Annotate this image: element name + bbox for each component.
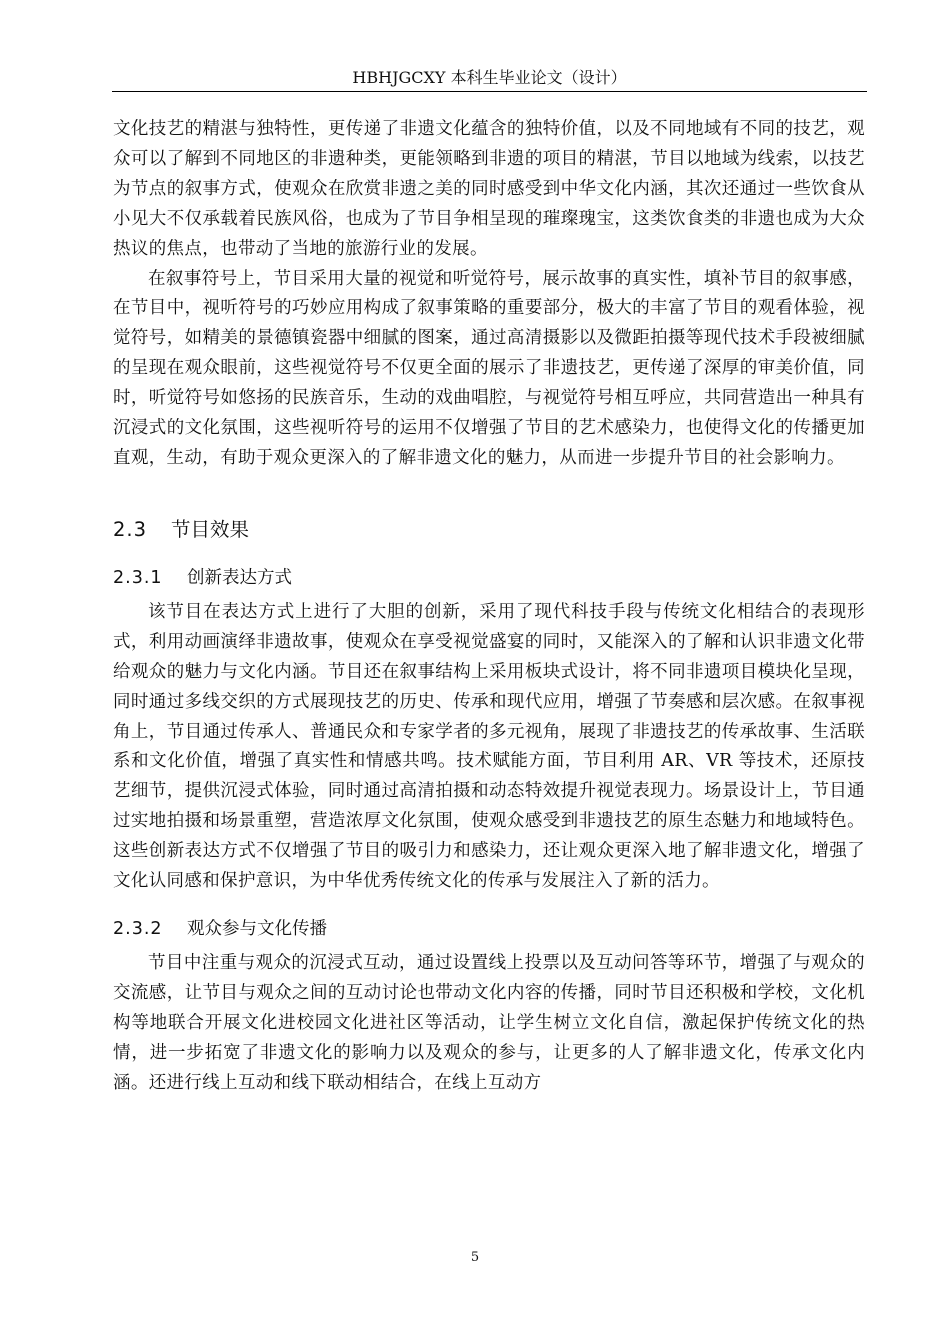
paragraph-narrative-symbols: 在叙事符号上，节目采用大量的视觉和听觉符号，展示故事的真实性，填补节目的叙事感，在节目中，视听符号的巧妙应用构成了叙事策略的重要部分，极大的丰富了节目的观看体验，视觉符号，如精美的景德镇瓷器中细腻的图案，通过高清摄影以及微距拍摄等现代技术手段被细腻的呈现在观众眼前，这些视觉符号不仅更全面的展示了非遗技艺，更传递了深厚的审美价值，同时，听觉符号如悠扬的民族音乐，生动的戏曲唱腔，与视觉符号相互呼应，共同营造出一种具有沉浸式的文化氛围，这些视听符号的运用不仅增强了节目的艺术感染力，也使得文化的传播更加直观，生动，有助于观众更深入的了解非遗文化的魅力，从而进一步提升节目的社会影响力。 [113,268,865,468]
subsection-heading-2-3-2 [113,915,865,943]
page-body [113,115,865,1098]
subsection-heading-2-3-1 [113,564,865,592]
running-header: HBHJGCXY 本科生毕业论文（设计） [112,68,867,92]
paragraph-audience-participation: 节目中注重与观众的沉浸式互动，通过设置线上投票以及互动问答等环节，增强了与观众的交流感，让节目与观众之间的互动讨论也带动文化内容的传播，同时节目还积极和学校，文化机构等地联合开展文化进校园文化进社区等活动，让学生树立文化自信，激起保护传统文化的热情，进一步拓宽了非遗文化的影响力以及观众的参与，让更多的人了解非遗文化，传承文化内涵。还进行线上互动和线下联动相结合，在线上互动方 [113,952,865,1093]
section-heading-2-3 [113,514,865,546]
paragraph-continued: 文化技艺的精湛与独特性，更传递了非遗文化蕴含的独特价值，以及不同地域有不同的技艺，观众可以了解到不同地区的非遗种类，更能领略到非遗的项目的精湛，节目以地域为线索，以技艺为节点的叙事方式，使观众在欣赏非遗之美的同时感受到中华文化内涵，其次还通过一些饮食从小见大不仅承载着民族风俗，也成为了节目争相呈现的璀璨瑰宝，这类饮食类的非遗也成为大众热议的焦点，也带动了当地的旅游行业的发展。 [113,119,865,259]
section-number: 2.3 [113,517,148,541]
subsection-title: 观众参与文化传播 [187,918,327,939]
subsection-title: 创新表达方式 [187,567,292,588]
section-title: 节目效果 [171,517,250,541]
paragraph-innovation: 该节目在表达方式上进行了大胆的创新，采用了现代科技手段与传统文化相结合的表现形式，利用动画演绎非遗故事，使观众在享受视觉盛宴的同时，又能深入的了解和认识非遗文化带给观众的魅力与文化内涵。节目还在叙事结构上采用板块式设计，将不同非遗项目模块化呈现，同时通过多线交织的方式展现技艺的历史、传承和现代应用，增强了节奏感和层次感。在叙事视角上，节目通过传承人、普通民众和专家学者的多元视角，展现了非遗技艺的传承故事、生活联系和文化价值，增强了真实性和情感共鸣。技术赋能方面，节目利用 AR、VR 等技术，还原技艺细节，提供沉浸式体验，同时通过高清拍摄和动态特效提升视觉表现力。场景设计上，节目通过实地拍摄和场景重塑，营造浓厚文化氛围，使观众感受到非遗技艺的原生态魅力和地域特色。这些创新表达方式不仅增强了节目的吸引力和感染力，还让观众更深入地了解非遗文化，增强了文化认同感和保护意识，为中华优秀传统文化的传承与发展注入了新的活力。 [113,601,865,892]
page-number: 5 [470,1250,480,1265]
subsection-number: 2.3.1 [113,567,163,588]
subsection-number: 2.3.2 [113,918,163,939]
